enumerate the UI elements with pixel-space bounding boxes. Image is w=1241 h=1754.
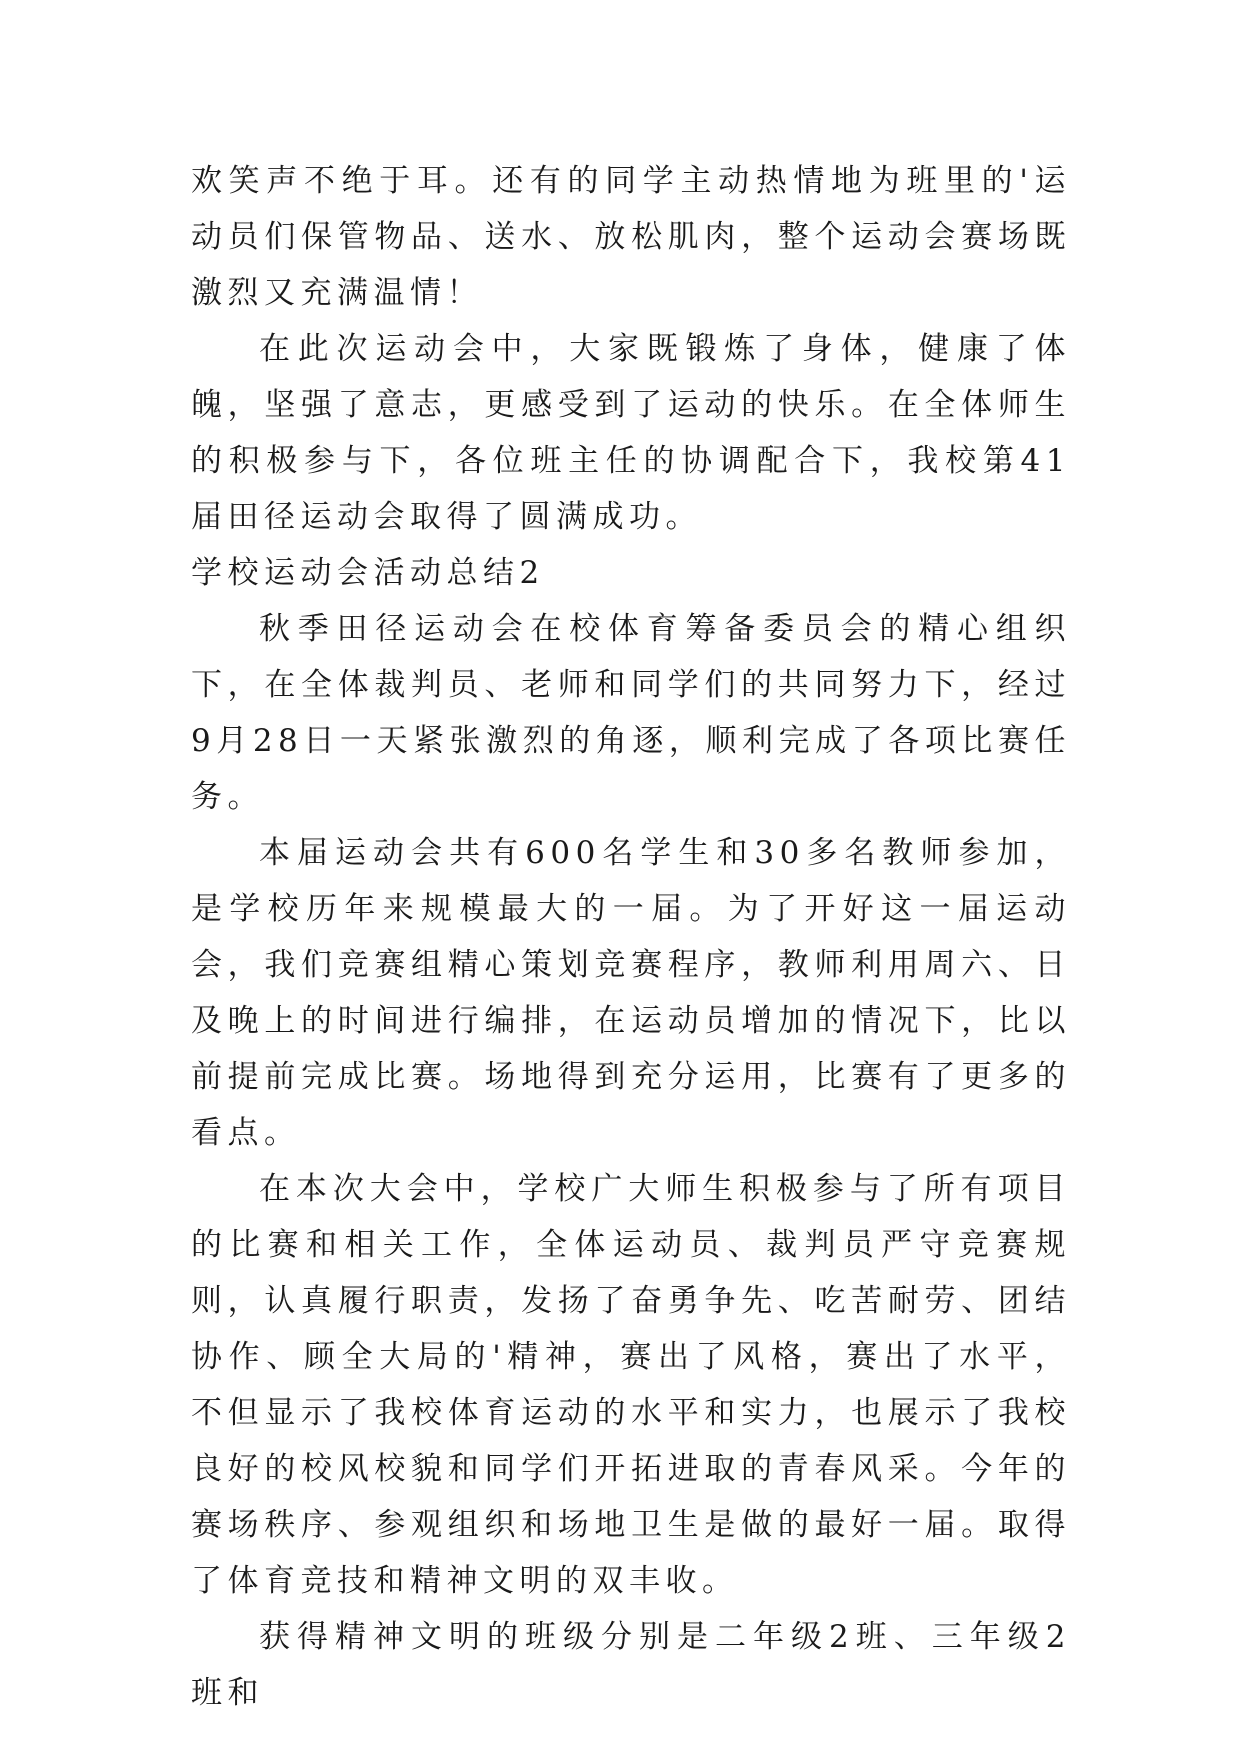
paragraph-5: 在本次大会中，学校广大师生积极参与了所有项目的比赛和相关工作，全体运动员、裁判员严守竞赛规则，认真履行职责，发扬了奋勇争先、吃苦耐劳、团结协作、顾全大局的'精神，赛出了风格，赛出了水平，不但显示了我校体育运动的水平和实力，也展示了我校良好的校风校貌和同学们开拓进取的青春风采。今年的赛场秩序、参观组织和场地卫生是做的最好一届。取得了体育竞技和精神文明的双丰收。 — [191, 1171, 1071, 1599]
document-body — [191, 153, 1071, 1721]
paragraph-4: 本届运动会共有600名学生和30多名教师参加，是学校历年来规模最大的一届。为了开好这一届运动会，我们竞赛组精心策划竞赛程序，教师利用周六、日及晚上的时间进行编排，在运动员增加的情况下，比以前提前完成比赛。场地得到充分运用，比赛有了更多的看点。 — [191, 835, 1071, 1151]
paragraph-6: 获得精神文明的班级分别是二年级2班、三年级2班和 — [191, 1619, 1071, 1711]
section-heading: 学校运动会活动总结2 — [191, 555, 545, 591]
paragraph-3: 秋季田径运动会在校体育筹备委员会的精心组织下，在全体裁判员、老师和同学们的共同努力下，经过9月28日一天紧张激烈的角逐，顺利完成了各项比赛任务。 — [191, 611, 1071, 815]
paragraph-2: 在此次运动会中，大家既锻炼了身体，健康了体魄，坚强了意志，更感受到了运动的快乐。在全体师生的积极参与下，各位班主任的协调配合下，我校第41届田径运动会取得了圆满成功。 — [191, 331, 1071, 535]
paragraph-1: 欢笑声不绝于耳。还有的同学主动热情地为班里的'运动员们保管物品、送水、放松肌肉，整个运动会赛场既激烈又充满温情！ — [191, 163, 1071, 311]
